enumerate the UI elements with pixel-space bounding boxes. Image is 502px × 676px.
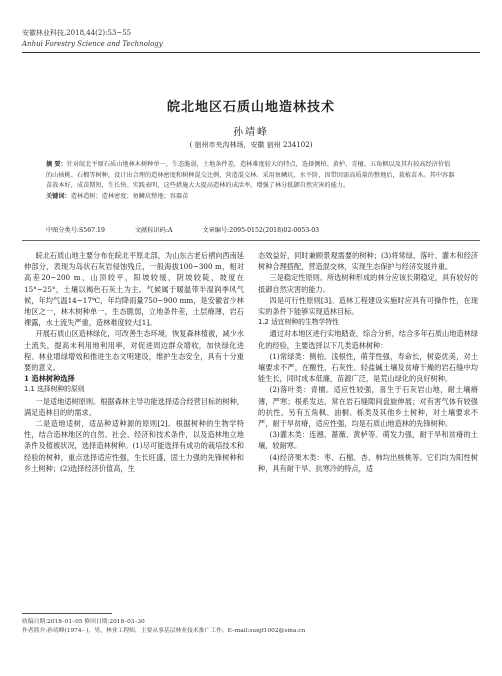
author-bio: 作者简介:孙靖峰(1974– )，男，林业工程师，主要从事基层林业技术推广工作。E–mail:sunjf1002@sina.cn [22,628,306,634]
footnote-rule [22,613,112,614]
meta-rule [22,240,480,241]
journal-citation: 安徽林业科技,2018,44(2):53~55 [22,29,132,37]
keywords-label: 关键词： [46,192,71,200]
body-paragraph: (2)落叶类：青檀。适应性较强，喜生于石灰岩山地，耐土壤瘠薄，严寒；根系发达，常在岩石缝隙间盘旋伸展；对有害气体有较强的抗性。另有五角枫、油桐、栎类及其他乡土树种，对土壤要求不严，耐干旱贫瘠，适应性强，均是石质山地造林的先锋树种。 [258,385,478,429]
article-author: 孙靖峰 [233,127,269,138]
abstract-paragraph [46,160,456,192]
body-paragraph: 开展石质山区造林绿化，可改善生态环境，恢复森林植被，减少水土流失，提高未利用地利用率，对促进周边群众增收，加快绿化进程、林业增绿增效和推进生态文明建设，维护生态安全，具有十分重要的意义。 [24,329,244,373]
article-title: 皖北地区石质山地造林技术 [166,100,335,115]
body-paragraph: 通过对本地区进行实地踏查，综合分析，结合多年石质山地造林绿化的经验，主要选择以下几类造林树种： [258,329,478,350]
body-paragraph: (1)常绿类：侧柏。浅根性，萌芽性强，寿命长，树姿优美，对土壤要求不严，在酸性、石灰性、轻盐碱土壤及贫瘠干燥的岩石缝中均能生长，同时成本低廉，苗源广泛，是荒山绿化的良好树种。 [258,351,478,384]
article-meta [46,226,456,236]
body-paragraph: 皖北石质山地主要分布在皖北平原北部，为山东古老后褶向西南延伸部分，表现为岛状石灰岩侵蚀残丘，一般海拔100~300 m，相对高差20~200 m，山顶较平，阳坡较缓，阴坡较陡，坡度在15°~25°，土壤以褐色石灰土为主。气候属于暖温带半湿润季风气候，年均气温14~17℃，年均降雨量750~900 mm，是安徽省少林地区之一，林木树种单一，生态脆弱，立地条件差，土层瘠薄，岩石裸露，水土流失严重，造林难度较大[1]。 [24,251,244,328]
abstract-label: 摘 要： [46,161,67,168]
received-dates: 收稿日期:2018–01–05 修回日期:2018–03–30 [22,619,145,625]
body-paragraph: 三是稳定性原则。所选树种形成的林分应该长期稳定，具有较好的抵御自然灾害的能力。 [258,273,478,294]
body-paragraph: (4)经济果木类：枣、石榴、杏、柿均出核桃等。它们均为阳性树种，具有耐干旱、抗寒冷的特点，适 [258,452,478,473]
header-rule [22,52,480,53]
clc-number: 中图分类号:S567.19 [46,227,105,234]
body-column-right [258,250,478,474]
abstract-block [46,160,456,202]
body-column-left [24,250,244,474]
subsection-heading: 1.1 选择树种的原则 [24,385,85,394]
body-paragraph: 二是造地适树，适品种适种源的原则[2]。根据树种的生物学特性，结合造林地区的自然、社会、经济和技术条件，以及造林地立地条件及植被状况，选择造林树种。(1)尽可能选择有成功的栽培技术和经验的树种，重点选择适应性强，生长旺盛，固土力强的先锋树种和乡土树种；(2)选择经济价值高，生 [24,419,244,473]
journal-name-en: Anhui Forestry Science and Technology [22,40,163,48]
body-paragraph: 态效益好，同时兼顾景观需要的树种；(3)将常绿、落叶、灌木和经济树种合理搭配，营造混交林，实现生态保护与经济发展并重。 [258,251,478,272]
body-paragraph: 一是适地适树原则。根据森林主导功能选择适合经营目标的树种，满足造林目的的需求。 [24,396,244,417]
section-heading: 1 造林树种选择 [24,374,75,384]
body-paragraph: 四是可行性原则[3]。造林工程建设实施时应具有可操作性，在现实的条件下能够实现造林目标。 [258,295,478,317]
author-affiliation: ( 宿州市夹沟林场，安徽 宿州 234102) [189,141,313,149]
body-paragraph: (3)灌木类：连翘、蔷薇、黄栌等。萌发力强，耐干旱和贫瘠的土壤，较耐寒。 [258,430,478,451]
keywords-line [46,192,456,203]
document-code: 文献标识码:A [134,227,173,234]
subsection-heading: 1.2 适宜树种的生物学特性 [258,318,339,327]
keywords-text: 造林造树；造林密度；鱼鳞坑整地；容器苗 [70,192,189,200]
article-number: 文章编号:2095-0152(2018)02-0053-03 [202,227,320,234]
abstract-text: 针对皖北平原石质山地林木树种单一，生态脆弱，土地条件差，造林难度较大的特点，选择侧柏、黄栌、青檀、五角枫以及其有较高经济价值的山核桃、石榴等树种，设计出合理的造林密度和树种混交比例，营造混交林。采用鱼鳞坑、水平阶，因带因需高质量的整地后，栽植苗木。其中容器苗栽本好，成苗期短，生长快。实践表明，这些措施大大提高造林的成活率，增强了林分抵御自然灾害的能力。 [46,161,455,190]
